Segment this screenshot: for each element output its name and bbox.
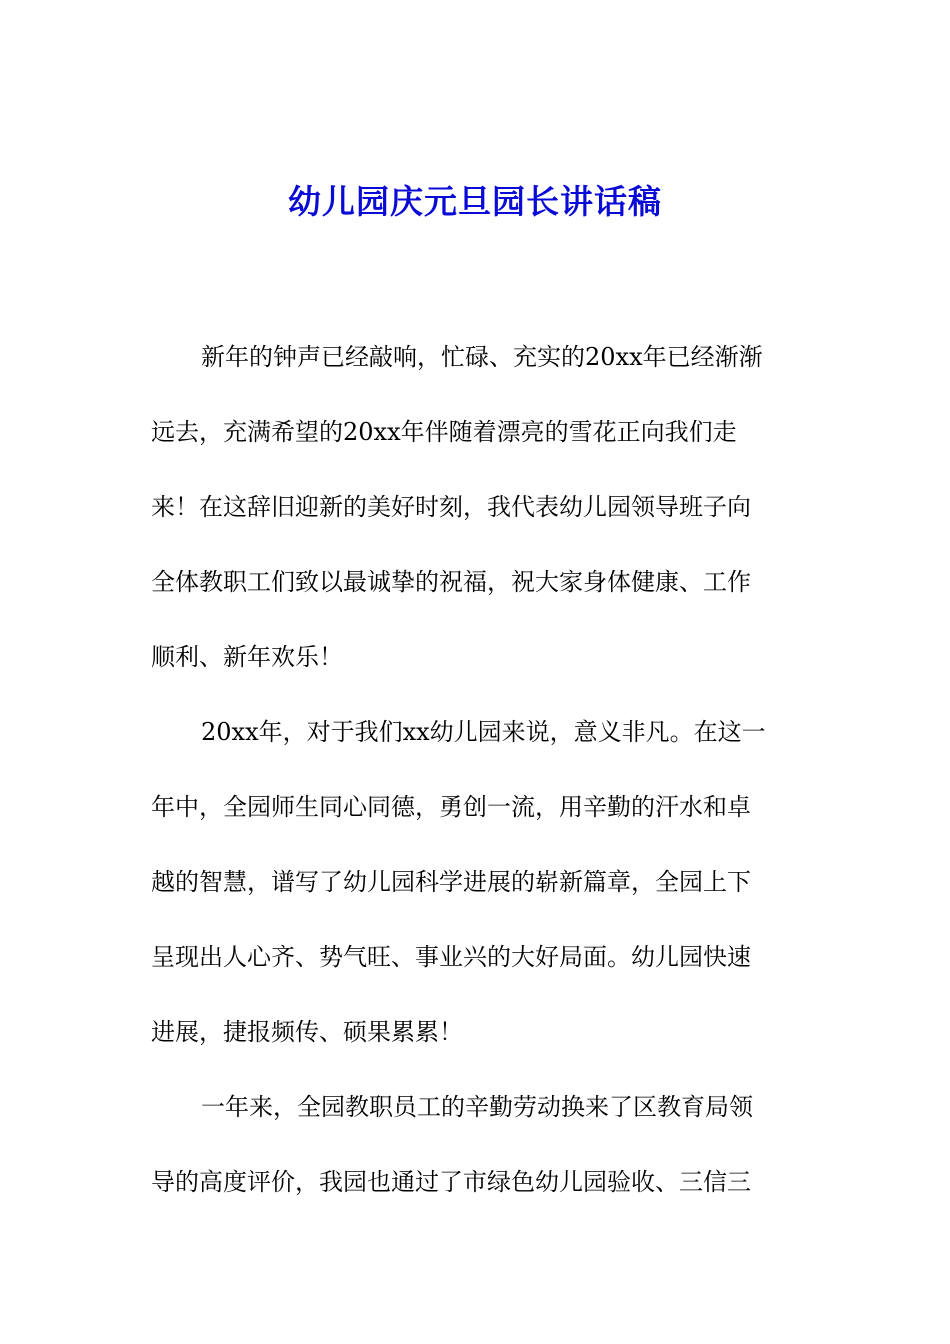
paragraph-2 [151, 695, 803, 1070]
text-line: 全体教职工们致以最诚挚的祝福，祝大家身体健康、工作 [151, 568, 751, 596]
text-line: 20xx年，对于我们xx幼儿园来说，意义非凡。在这一 [201, 718, 766, 746]
text-line: 越的智慧，谱写了幼儿园科学进展的崭新篇章，全园上下 [151, 868, 751, 896]
text-line: 远去，充满希望的20xx年伴随着漂亮的雪花正向我们走 [151, 418, 737, 446]
paragraph-1 [151, 320, 803, 695]
text-line: 新年的钟声已经敲响，忙碌、充实的20xx年已经渐渐 [201, 343, 763, 371]
paragraph-3 [151, 1070, 803, 1220]
document-title: 幼儿园庆元旦园长讲话稿 [288, 182, 662, 221]
text-line: 来！在这辞旧迎新的美好时刻，我代表幼儿园领导班子向 [151, 493, 751, 521]
text-line: 进展，捷报频传、硕果累累！ [151, 1018, 463, 1046]
text-line: 一年来，全园教职员工的辛勤劳动换来了区教育局领 [201, 1093, 753, 1121]
text-line: 导的高度评价，我园也通过了市绿色幼儿园验收、三信三 [151, 1168, 751, 1196]
text-line: 呈现出人心齐、势气旺、事业兴的大好局面。幼儿园快速 [151, 943, 751, 971]
document-body [151, 320, 803, 1220]
text-line: 年中，全园师生同心同德，勇创一流，用辛勤的汗水和卓 [151, 793, 751, 821]
text-line: 顺利、新年欢乐！ [151, 643, 343, 671]
